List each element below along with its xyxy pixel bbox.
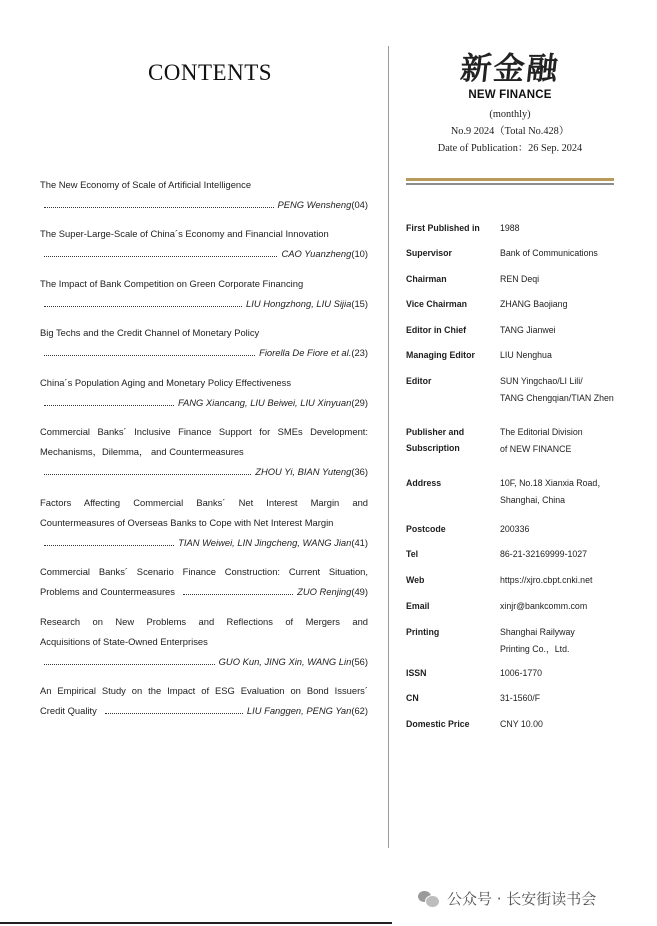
dot-leader: [44, 404, 174, 406]
toc-page-number: (41): [351, 537, 368, 548]
info-value-line: xinjr@bankcomm.com: [500, 601, 588, 611]
toc-entry: [40, 274, 368, 314]
info-value: [500, 322, 636, 338]
toc-title-tail: Problems and Countermeasures: [40, 586, 175, 597]
toc-entry: [40, 373, 368, 413]
info-value-line: 1988: [500, 223, 520, 233]
info-value-line: LIU Nenghua: [500, 350, 552, 360]
toc-title-line: The New Economy of Scale of Artificial Intelligence: [40, 179, 252, 190]
toc-title-line: Mechanisms，Dilemma， and Countermeasures: [40, 446, 244, 457]
toc-title-line: Countermeasures of Overseas Banks to Cope with Net Interest Margin: [40, 517, 334, 528]
toc-author: GUO Kun, JING Xin, WANG Lin: [218, 656, 352, 667]
info-value: [500, 296, 636, 312]
info-label: Address: [406, 478, 442, 488]
toc-page-number: (62): [351, 705, 368, 716]
info-value: [500, 598, 636, 614]
toc-entry: [40, 562, 368, 602]
toc-page-number: (56): [351, 656, 368, 667]
info-label: Email: [406, 601, 430, 611]
info-label: CN: [406, 693, 419, 703]
dot-leader: [44, 544, 174, 546]
toc-title-line: Commercial Banks´ Scenario Finance Construction: Current Situation,: [40, 566, 368, 577]
toc-entry: [40, 612, 368, 672]
info-value-line: 86-21-32169999-1027: [500, 549, 588, 559]
toc-author-line: [40, 195, 368, 215]
toc-author: LIU Hongzhong, LIU Sijia: [246, 298, 352, 309]
info-value-line: 10F, No.18 Xianxia Road，: [500, 478, 607, 488]
toc-author-line: [40, 533, 368, 553]
toc-author-line: [40, 462, 368, 482]
info-label: Managing Editor: [406, 350, 475, 360]
toc-author: CAO Yuanzheng: [281, 248, 352, 259]
toc-page-number: (29): [351, 397, 368, 408]
info-label: Web: [406, 575, 425, 585]
frequency: (monthly): [489, 109, 531, 120]
publication-date: Date of Publication：26 Sep. 2024: [437, 143, 583, 154]
dot-leader: [44, 354, 255, 356]
bottom-rule: [0, 922, 392, 924]
toc-page-number: (49): [351, 586, 368, 597]
info-value-line: Printing Co.，Ltd.: [500, 644, 570, 654]
info-value-line: CNY 10.00: [500, 719, 543, 729]
toc-author-line: [40, 294, 368, 314]
info-value: [500, 475, 636, 508]
wechat-icon: [418, 890, 439, 907]
info-label: Publisher and Subscription: [406, 427, 465, 453]
toc-page-number: (23): [351, 347, 368, 358]
info-label: Domestic Price: [406, 719, 470, 729]
toc-title-line: Research on New Problems and Reflections of Mergers and: [40, 616, 368, 627]
toc-author: FANG Xiancang, LIU Beiwei, LIU Xinyuan: [177, 397, 352, 408]
toc-page-number: (04): [351, 199, 368, 210]
toc-entry: [40, 681, 368, 721]
toc-title-line: The Impact of Bank Competition on Green Corporate Financing: [40, 278, 304, 289]
info-value: [500, 665, 636, 681]
toc-author-line: [40, 652, 368, 672]
toc-author-line: [40, 582, 368, 602]
info-value-line: 1006-1770: [500, 668, 543, 678]
toc-author-line: [40, 701, 368, 721]
column-divider: [388, 46, 389, 848]
gold-rule: [406, 178, 614, 181]
masthead: [400, 50, 620, 157]
info-value-line: Shanghai, China: [500, 495, 566, 505]
dot-leader: [44, 206, 274, 208]
toc-author-line: [40, 393, 368, 413]
dot-leader: [183, 593, 293, 595]
info-value-line: The Editorial Division: [500, 427, 583, 437]
dot-leader: [44, 305, 242, 307]
toc-author: ZHOU Yi, BIAN Yuteng: [255, 466, 352, 477]
toc-author: PENG Wensheng: [277, 199, 352, 210]
info-label: First Published in: [406, 223, 480, 233]
dot-leader: [44, 663, 215, 665]
info-label: Printing: [406, 627, 440, 637]
toc-author: ZUO Renjing: [297, 586, 352, 597]
info-value-line: 200336: [500, 524, 530, 534]
toc-page-number: (10): [351, 248, 368, 259]
toc-title-line: Big Techs and the Credit Channel of Monetary Policy: [40, 327, 260, 338]
info-value: [500, 245, 636, 261]
watermark: [418, 885, 596, 911]
info-value-line: Bank of Communications: [500, 248, 598, 258]
info-value: [500, 271, 636, 287]
info-value-line: REN Deqi: [500, 274, 540, 284]
journal-name: NEW FINANCE: [468, 89, 552, 101]
toc-entry: [40, 224, 368, 264]
info-value-line: TANG Chengqian/TIAN Zhen: [500, 393, 614, 403]
toc-title-line: China´s Population Aging and Monetary Policy Effectiveness: [40, 377, 292, 388]
toc-title-tail: Credit Quality: [40, 705, 97, 716]
info-label: Chairman: [406, 274, 447, 284]
info-value-line: TANG Jianwei: [500, 325, 556, 335]
contents-title: CONTENTS: [147, 60, 273, 85]
gray-rule: [406, 183, 614, 185]
dot-leader: [44, 473, 251, 475]
toc-author: LIU Fanggen, PENG Yan: [246, 705, 352, 716]
toc-entry: [40, 175, 368, 215]
toc-title-line: Factors Affecting Commercial Banks´ Net Interest Margin and: [40, 497, 368, 508]
toc-page-number: (36): [351, 466, 368, 477]
toc-title-line: Commercial Banks´ Inclusive Finance Support for SMEs Development:: [40, 426, 368, 437]
info-value: [500, 690, 636, 706]
info-value: [500, 424, 636, 457]
info-value-line: of NEW FINANCE: [500, 444, 572, 454]
dot-leader: [105, 712, 243, 714]
info-label: Vice Chairman: [406, 299, 467, 309]
info-label: Postcode: [406, 524, 446, 534]
info-label: Editor in Chief: [406, 325, 467, 335]
info-value: [500, 572, 636, 588]
info-label: ISSN: [406, 668, 427, 678]
toc-author-line: [40, 343, 368, 363]
toc-entry: [40, 422, 368, 482]
toc-entry: [40, 323, 368, 363]
toc-title-line: The Super-Large-Scale of China´s Economy and Financial Innovation: [40, 228, 329, 239]
watermark-text: 公众号 · 长安街读书会: [447, 889, 597, 908]
info-value: [500, 624, 636, 657]
info-value-line: SUN Yingchao/LI Lili/: [500, 376, 583, 386]
info-value-line: Shanghai Railyway: [500, 627, 575, 637]
info-label: Editor: [406, 376, 432, 386]
toc-author: Fiorella De Fiore et al.: [259, 347, 352, 358]
toc-page-number: (15): [351, 298, 368, 309]
toc-author-line: [40, 244, 368, 264]
dot-leader: [44, 255, 277, 257]
info-value: [500, 521, 636, 537]
info-value: [500, 347, 636, 363]
info-label: Supervisor: [406, 248, 452, 258]
info-label: Tel: [406, 549, 419, 559]
info-value: [500, 716, 636, 732]
info-value: [500, 546, 636, 562]
info-value-line: ZHANG Baojiang: [500, 299, 568, 309]
info-value: [500, 220, 636, 236]
journal-logo: 新金融: [458, 51, 562, 87]
toc-author: TIAN Weiwei, LIN Jingcheng, WANG Jian: [178, 537, 352, 548]
info-value-line: https://xjro.cbpt.cnki.net: [500, 575, 593, 585]
toc-title-line: An Empirical Study on the Impact of ESG Evaluation on Bond Issuers´: [40, 685, 368, 696]
issue-number: No.9 2024（Total No.428）: [450, 126, 570, 137]
toc-entry: [40, 493, 368, 553]
toc-title-line: Acquisitions of State-Owned Enterprises: [40, 636, 208, 647]
info-value-line: 31-1560/F: [500, 693, 541, 703]
info-value: [500, 373, 636, 406]
